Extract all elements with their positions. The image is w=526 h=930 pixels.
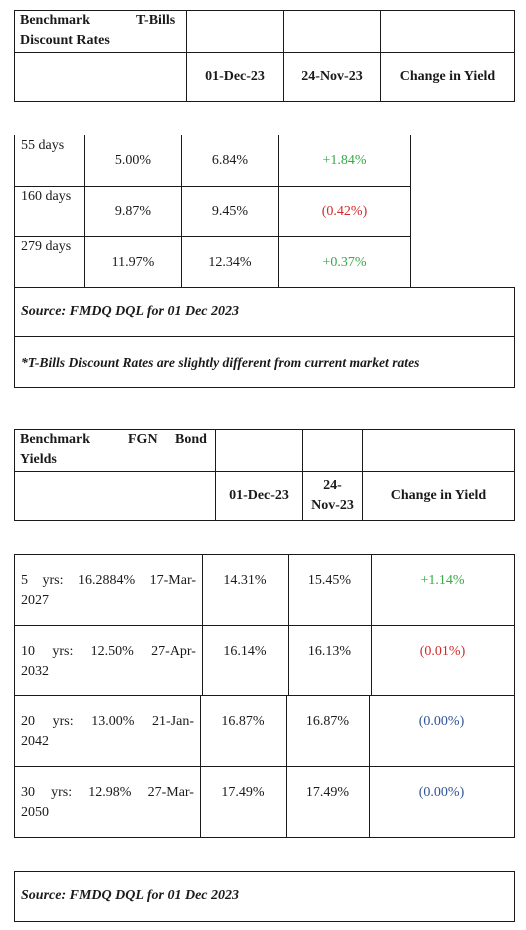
bonds-desc-word: 27-Apr- [151, 644, 196, 659]
tbills-title-word-3: Discount Rates [20, 33, 110, 48]
bonds-yield-01dec: 16.87% [221, 714, 265, 729]
bonds-title-word-2: FGN [128, 432, 158, 447]
bonds-source-date: 01 Dec 2023 [167, 888, 240, 903]
bonds-desc-word: 13.00% [91, 714, 135, 729]
bonds-yield-01dec: 17.49% [221, 785, 265, 800]
bonds-change: +1.14% [420, 573, 465, 588]
bonds-change: (0.00%) [418, 785, 465, 800]
tbills-tenor: 55 days [21, 138, 65, 153]
bonds-yield-24nov: 15.45% [307, 573, 352, 588]
bonds-desc-word: yrs: [51, 785, 73, 800]
tbills-title-word-1: Benchmark [20, 13, 90, 28]
tbills-tenor: 279 days [21, 239, 72, 254]
bonds-title-word-3: Bond [175, 432, 207, 447]
tbills-title-word-2: T-Bills [136, 13, 176, 28]
bonds-desc-word: yrs: [42, 573, 64, 588]
bonds-col-header-change: Change in Yield [390, 488, 487, 503]
bonds-source-label: Source: FMDQ DQL for [21, 888, 164, 903]
tbills-change: (0.42%) [321, 204, 368, 219]
bonds-desc-word: 21-Jan- [152, 714, 194, 729]
bonds-yield-01dec: 16.14% [223, 644, 267, 659]
bonds-desc-line2: 2032 [21, 664, 49, 679]
tbills-footnote: *T-Bills Discount Rates are slightly different from current market rates [21, 355, 420, 370]
bonds-col-header-24nov-line1: 24- [323, 478, 342, 493]
bonds-col-header-01dec: 01-Dec-23 [229, 488, 289, 503]
bonds-change: (0.01%) [419, 644, 466, 659]
bonds-yield-01dec: 14.31% [223, 573, 267, 588]
bonds-change: (0.00%) [418, 714, 465, 729]
bonds-yield-24nov: 16.87% [305, 714, 350, 729]
tbills-source-label: Source: FMDQ DQL for [21, 304, 164, 319]
tbills-change: +1.84% [322, 153, 367, 168]
bonds-desc-word: 20 [21, 714, 35, 729]
bonds-desc-line2: 2027 [21, 593, 49, 608]
tbills-col-header-01dec: 01-Dec-23 [205, 69, 265, 84]
tbills-col-header-24nov: 24-Nov-23 [301, 69, 363, 84]
tbills-rate-01dec: 5.00% [114, 153, 152, 168]
bonds-desc-line2: 2042 [21, 734, 49, 749]
tbills-col-header-change: Change in Yield [399, 69, 496, 84]
bonds-desc-word: 16.2884% [77, 573, 136, 588]
bonds-desc-word: yrs: [52, 644, 74, 659]
tbills-tenor: 160 days [21, 189, 72, 204]
bonds-desc-line1 [21, 712, 194, 731]
bonds-title-word-4: Yields [20, 452, 57, 467]
bonds-desc-word: 17-Mar- [149, 573, 196, 588]
bonds-desc-word: 27-Mar- [147, 785, 194, 800]
tbills-source-date: 01 Dec 2023 [167, 304, 240, 319]
bonds-desc-word: 12.98% [88, 785, 132, 800]
bonds-desc-line1 [21, 642, 196, 661]
bonds-desc-word: 10 [21, 644, 35, 659]
bonds-desc-word: yrs: [52, 714, 74, 729]
tbills-rate-24nov: 12.34% [208, 255, 252, 270]
bonds-desc-word: 30 [21, 785, 35, 800]
tbills-rate-24nov: 6.84% [211, 153, 249, 168]
bonds-desc-line1 [21, 571, 196, 590]
bonds-desc-line2: 2050 [21, 805, 49, 820]
bonds-source-line [21, 886, 239, 905]
tbills-source-line [21, 302, 239, 321]
bonds-desc-word: 5 [21, 573, 28, 588]
bonds-desc-word: 12.50% [90, 644, 134, 659]
tbills-rate-01dec: 9.87% [114, 204, 152, 219]
bonds-desc-line1 [21, 783, 194, 802]
tbills-change: +0.37% [322, 255, 367, 270]
bonds-yield-24nov: 16.13% [307, 644, 352, 659]
tbills-rate-01dec: 11.97% [111, 255, 155, 270]
bonds-title-word-1: Benchmark [20, 432, 90, 447]
bonds-col-header-24nov-line2: Nov-23 [311, 498, 354, 513]
bonds-yield-24nov: 17.49% [305, 785, 350, 800]
tbills-rate-24nov: 9.45% [211, 204, 249, 219]
